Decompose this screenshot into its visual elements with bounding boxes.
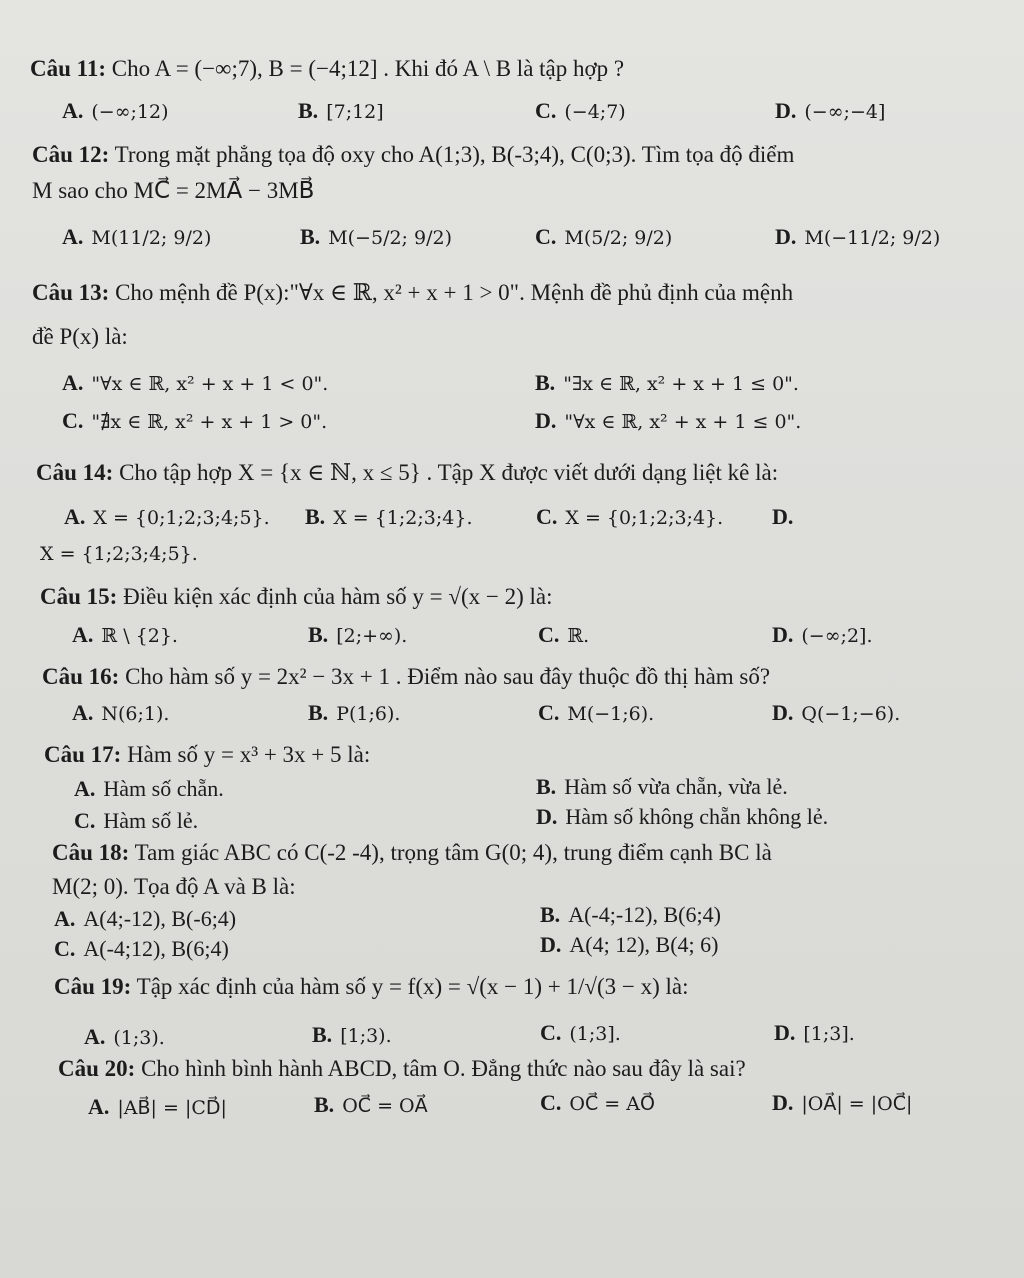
- option-b: B. "∃x ∈ ℝ, x² + x + 1 ≤ 0".: [535, 370, 799, 395]
- question-label: Câu 13:: [32, 280, 110, 305]
- option-d: D.: [772, 504, 794, 529]
- option-a: A. Hàm số chẵn.: [74, 776, 224, 801]
- question-text: Cho mệnh đề P(x):"∀x ∈ ℝ, x² + x + 1 > 0". Mệnh đề phủ định của mệnh: [115, 280, 794, 305]
- option-c: C. M(−1;6).: [538, 700, 655, 725]
- option-d: D. Q(−1;−6).: [772, 700, 901, 725]
- option-d-value: X = {1;2;3;4;5}.: [40, 543, 198, 565]
- question-label: Câu 19:: [54, 974, 132, 999]
- question-text-line2: M sao cho MC⃗ = 2MA⃗ − 3MB⃗: [32, 178, 315, 203]
- option-c: C. "∄x ∈ ℝ, x² + x + 1 > 0".: [62, 408, 328, 433]
- question-text: Cho A = (−∞;7), B = (−4;12] . Khi đó A \ B là tập hợp ?: [111, 56, 625, 81]
- option-b: B. [7;12]: [298, 98, 384, 123]
- question-text: Cho hình bình hành ABCD, tâm O. Đẳng thức nào sau đây là sai?: [141, 1056, 746, 1081]
- option-d: D. [1;3].: [774, 1020, 855, 1045]
- option-b: B. P(1;6).: [308, 700, 401, 725]
- option-c: C. A(-4;12), B(6;4): [54, 936, 229, 961]
- option-a: A. "∀x ∈ ℝ, x² + x + 1 < 0".: [62, 370, 329, 395]
- question-text: Điều kiện xác định của hàm số y = √(x − 2) là:: [123, 584, 553, 609]
- question-label: Câu 16:: [42, 664, 120, 689]
- option-a: A. ℝ \ {2}.: [72, 622, 178, 647]
- question-label: Câu 17:: [44, 742, 122, 767]
- option-c: C. M(5/2; 9/2): [535, 224, 673, 249]
- option-c: C. (1;3].: [540, 1020, 621, 1045]
- option-c: C. (−4;7): [535, 98, 626, 123]
- question-text: Tam giác ABC có C(-2 -4), trọng tâm G(0; 4), trung điểm cạnh BC là: [134, 840, 772, 865]
- option-c: C. ℝ.: [538, 622, 590, 647]
- question-text: Hàm số y = x³ + 3x + 5 là:: [127, 742, 371, 767]
- option-d: D. "∀x ∈ ℝ, x² + x + 1 ≤ 0".: [535, 408, 802, 433]
- question-text: Trong mặt phẳng tọa độ oxy cho A(1;3), B(-3;4), C(0;3). Tìm tọa độ điểm: [114, 142, 795, 167]
- option-b: B. Hàm số vừa chẵn, vừa lẻ.: [536, 774, 788, 799]
- option-b: B. X = {1;2;3;4}.: [305, 504, 473, 529]
- question-label: Câu 18:: [52, 840, 130, 865]
- question-label: Câu 12:: [32, 142, 110, 167]
- question-text-line2: đề P(x) là:: [32, 324, 128, 349]
- question-label: Câu 20:: [58, 1056, 136, 1081]
- question-text: Tập xác định của hàm số y = f(x) = √(x − 1) + 1/√(3 − x) là:: [136, 974, 689, 999]
- option-c: C. Hàm số lẻ.: [74, 808, 199, 833]
- option-b: B. OC⃗ = OA⃗: [314, 1092, 428, 1117]
- option-a: A. M(11/2; 9/2): [62, 224, 212, 249]
- question-label: Câu 11:: [30, 56, 107, 81]
- question-text-line2: M(2; 0). Tọa độ A và B là:: [52, 874, 296, 899]
- option-d: D. |OA⃗| = |OC⃗|: [772, 1090, 913, 1115]
- question-text: Cho hàm số y = 2x² − 3x + 1 . Điểm nào sau đây thuộc đồ thị hàm số?: [125, 664, 771, 689]
- option-a: A. N(6;1).: [72, 700, 170, 725]
- option-a: A. (−∞;12): [62, 98, 169, 123]
- option-d: D. A(4; 12), B(4; 6): [540, 932, 719, 957]
- option-d: D. (−∞;2].: [772, 622, 873, 647]
- question-label: Câu 14:: [36, 460, 114, 485]
- option-d: D. (−∞;−4]: [775, 98, 886, 123]
- option-d: D. Hàm số không chẵn không lẻ.: [536, 804, 829, 829]
- question-label: Câu 15:: [40, 584, 118, 609]
- option-c: C. OC⃗ = AO⃗: [540, 1090, 655, 1115]
- option-b: B. [2;+∞).: [308, 622, 408, 647]
- option-d: D. M(−11/2; 9/2): [775, 224, 941, 249]
- option-b: B. [1;3).: [312, 1022, 392, 1047]
- option-a: A. A(4;-12), B(-6;4): [54, 906, 237, 931]
- option-a: A. (1;3).: [84, 1024, 165, 1049]
- question-text: Cho tập hợp X = {x ∈ ℕ, x ≤ 5} . Tập X được viết dưới dạng liệt kê là:: [119, 460, 779, 485]
- option-a: A. X = {0;1;2;3;4;5}.: [64, 504, 270, 529]
- option-b: B. A(-4;-12), B(6;4): [540, 902, 721, 927]
- option-b: B. M(−5/2; 9/2): [300, 224, 452, 249]
- option-c: C. X = {0;1;2;3;4}.: [536, 504, 724, 529]
- option-a: A. |AB⃗| = |CD⃗|: [88, 1094, 227, 1119]
